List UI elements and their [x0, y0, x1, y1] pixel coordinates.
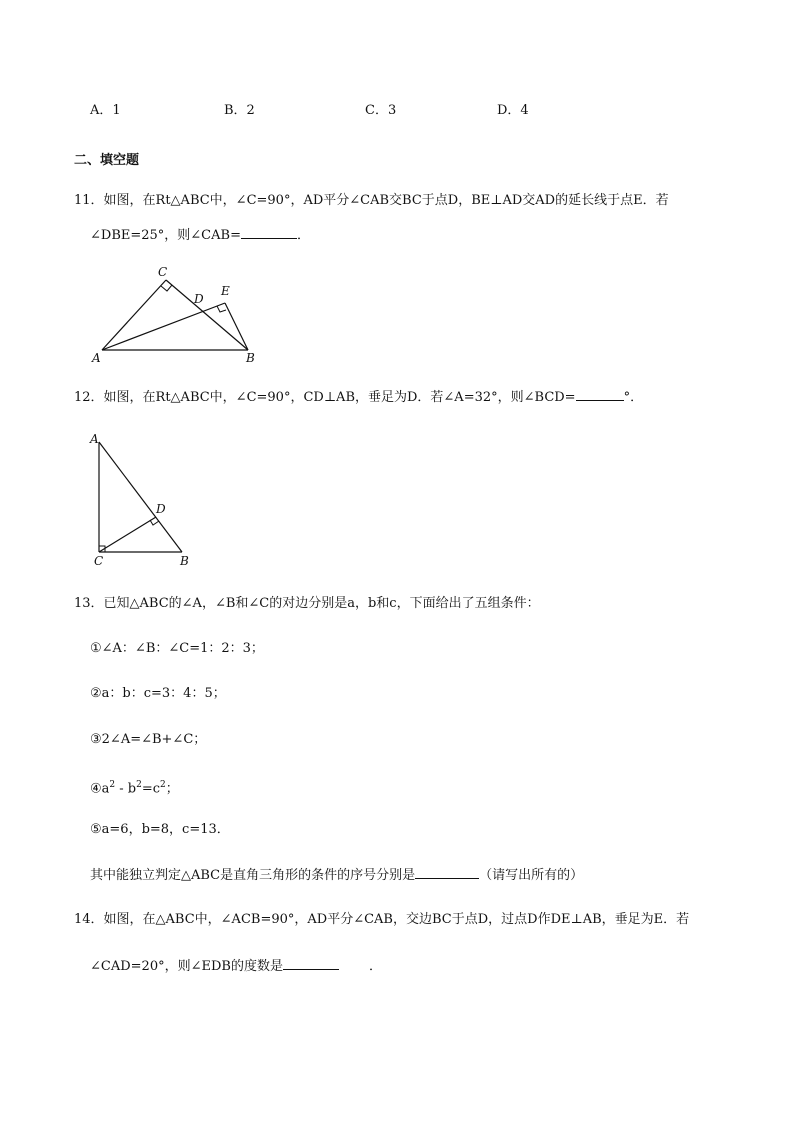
q12-label-a: A [90, 432, 99, 446]
q11-figure [80, 262, 280, 368]
q13-cond4-mid2: =c [141, 781, 161, 797]
q11-label-b: B [246, 351, 255, 365]
q13-condition-3: ③2∠A=∠B+∠C； [90, 732, 207, 747]
q11-label-a: A [92, 351, 101, 365]
q11-edge-cb [166, 280, 248, 350]
q11-label-e: E [221, 284, 230, 298]
q12-label-b: B [180, 554, 189, 568]
q14-answer-blank[interactable] [283, 957, 339, 970]
q11-label-c: C [158, 265, 168, 279]
q12-line1 [74, 388, 643, 407]
q11-line2 [90, 226, 310, 245]
q12-right-angle-d [150, 520, 159, 525]
q12-edge-ab [99, 442, 182, 552]
q14-line2-pre: ∠CAD=20°，则∠EDB的度数是 [90, 959, 283, 974]
q12-figure [84, 428, 204, 570]
q13-condition-2: ②a：b：c=3：4：5； [90, 686, 226, 701]
q13-cond4-pre: ④a [90, 781, 110, 797]
q11-line1: 11．如图，在Rt△ABC中，∠C=90°，AD平分∠CAB交BC于点D，BE⊥AD交AD的延长线于点E．若 [74, 193, 669, 208]
q12-answer-blank[interactable] [576, 388, 624, 401]
q13-question-post: （请写出所有的） [479, 868, 584, 883]
q11-right-angle-e [217, 306, 226, 312]
q14-line2-post: ． [368, 959, 382, 974]
q14-line2 [90, 957, 382, 976]
q11-edge-ac [102, 280, 166, 350]
option-c: C．3 [365, 103, 397, 118]
q13-cond4-post: ； [165, 781, 179, 797]
q13-condition-5: ⑤a=6，b=8，c=13． [90, 822, 230, 837]
q11-line2-pre: ∠DBE=25°，则∠CAB= [90, 228, 241, 243]
q12-line1-post: °． [623, 390, 644, 405]
q11-answer-blank[interactable] [241, 226, 297, 239]
q11-line2-post: ． [296, 228, 310, 243]
q13-question [90, 866, 583, 885]
q13-intro: 13．已知△ABC的∠A，∠B和∠C的对边分别是a，b和c，下面给出了五组条件： [74, 596, 540, 611]
q14-line1: 14．如图，在△ABC中，∠ACB=90°，AD平分∠CAB，交边BC于点D，过点D作DE⊥AB，垂足为E．若 [74, 912, 690, 927]
q11-right-angle-c [161, 285, 172, 291]
q13-condition-1: ①∠A：∠B：∠C=1：2：3； [90, 641, 264, 656]
q13-answer-blank[interactable] [415, 866, 479, 879]
q13-condition-4 [90, 776, 179, 798]
q12-line1-pre: 12．如图，在Rt△ABC中，∠C=90°，CD⊥AB，垂足为D．若∠A=32°，则∠BCD= [74, 390, 576, 405]
q12-edge-cd [99, 517, 156, 552]
option-d: D．4 [497, 103, 529, 118]
q13-cond4-exp1: 2 [109, 780, 116, 790]
q11-edge-ae [102, 303, 225, 350]
q11-label-d: D [194, 292, 204, 306]
q13-question-pre: 其中能独立判定△ABC是直角三角形的条件的序号分别是 [90, 868, 416, 883]
q12-label-c: C [94, 554, 104, 568]
option-b: B．2 [224, 103, 255, 118]
q13-cond4-exp3: 2 [160, 780, 166, 790]
option-a: A．1 [90, 103, 121, 118]
section-title: 二、填空题 [74, 153, 140, 168]
q12-label-d: D [156, 502, 166, 516]
q11-edge-eb [225, 303, 248, 350]
q13-cond4-mid: - b [115, 781, 137, 797]
q13-cond4-exp2: 2 [136, 780, 142, 790]
